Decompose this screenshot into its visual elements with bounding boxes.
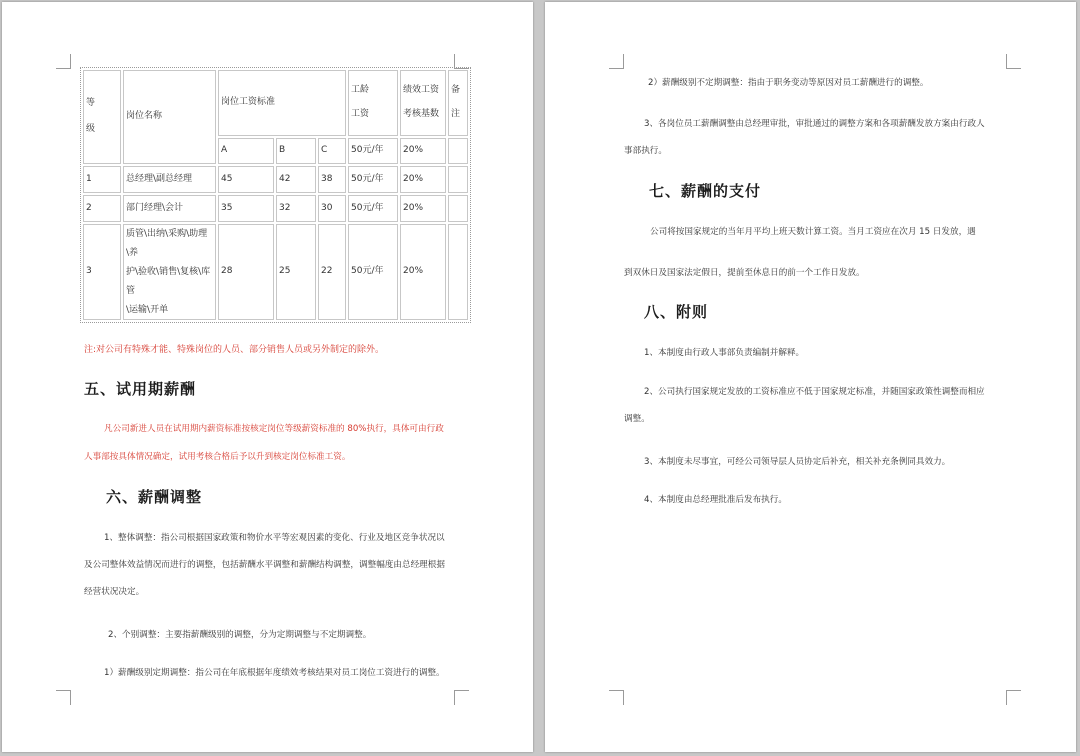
section6-p1-line3: 经营状况决定。 <box>84 587 145 597</box>
crop-mark-bottom-right <box>454 690 469 705</box>
header-standard: 岗位工资标准 <box>218 70 346 136</box>
header-remark-line2: 注 <box>451 109 461 119</box>
section7-line1: 公司将按国家规定的当年月平均上班天数计算工资。当月工资应在次月 15 日发放，遇 <box>650 227 976 237</box>
adjust2-para: 2）薪酬级别不定期调整：指由于职务变动等原因对员工薪酬进行的调整。 <box>648 78 929 88</box>
row3-c: 22 <box>318 224 346 320</box>
header-remark-empty <box>448 138 468 164</box>
document-page-left <box>2 2 533 752</box>
section6-p2: 2、个别调整：主要指薪酬级别的调整，分为定期调整与不定期调整。 <box>108 630 372 640</box>
crop-mark-bottom-right <box>1006 690 1021 705</box>
header-level-b: B <box>276 138 316 164</box>
row3-position <box>123 224 216 320</box>
header-performance <box>400 70 446 136</box>
row1-c: 38 <box>318 166 346 193</box>
row2-performance: 20% <box>400 195 446 222</box>
header-performance-rate: 20% <box>400 138 446 164</box>
row2-position: 部门经理\会计 <box>123 195 216 222</box>
row3-a: 28 <box>218 224 274 320</box>
table-header-row <box>83 70 468 136</box>
table-note: 注:对公司有特殊才能、特殊岗位的人员、部分销售人员或另外制定的除外。 <box>84 345 385 355</box>
header-grade-line2: 级 <box>86 124 96 134</box>
header-grade-line1: 等 <box>86 98 96 109</box>
table-row <box>83 195 468 222</box>
document-page-right <box>545 2 1076 752</box>
row3-position-line1: 质管\出纳\采购\助理\养 <box>126 229 208 258</box>
header-grade <box>83 70 121 164</box>
row1-b: 42 <box>276 166 316 193</box>
row2-remark <box>448 195 468 222</box>
header-remark <box>448 70 468 136</box>
section6-p1-line1: 1、整体调整：指公司根据国家政策和物价水平等宏观因素的变化、行业及地区竞争状况以 <box>104 533 445 543</box>
section7-title: 七、薪酬的支付 <box>649 182 762 200</box>
row1-position: 总经理\副总经理 <box>123 166 216 193</box>
row3-remark <box>448 224 468 320</box>
row1-seniority: 50元/年 <box>348 166 398 193</box>
row3-position-line3: \运输\开单 <box>126 304 169 315</box>
row3-b: 25 <box>276 224 316 320</box>
row2-c: 30 <box>318 195 346 222</box>
section5-line2: 人事部按具体情况确定，试用考核合格后予以升到核定岗位标准工资。 <box>84 452 351 462</box>
section6-p1-line2: 及公司整体效益情况而进行的调整，包括薪酬水平调整和薪酬结构调整，调整幅度由总经理根据 <box>84 560 445 570</box>
row1-a: 45 <box>218 166 274 193</box>
row1-performance: 20% <box>400 166 446 193</box>
adjust3-line1: 3、各岗位员工薪酬调整由总经理审批，审批通过的调整方案和各项薪酬发放方案由行政人 <box>644 119 985 129</box>
row2-a: 35 <box>218 195 274 222</box>
header-remark-line1: 备 <box>451 85 461 96</box>
row3-grade: 3 <box>83 224 121 320</box>
table-row <box>83 224 468 320</box>
row2-grade: 2 <box>83 195 121 222</box>
header-level-a: A <box>218 138 274 164</box>
salary-standard-table <box>80 67 471 323</box>
section6-p3: 1）薪酬级别定期调整：指公司在年底根据年度绩效考核结果对员工岗位工资进行的调整。 <box>104 668 445 678</box>
appendix-item4: 4、本制度由总经理批准后发布执行。 <box>644 495 787 505</box>
crop-mark-top-left <box>609 54 624 69</box>
appendix-item1: 1、本制度由行政人事部负责编制并解释。 <box>644 348 805 358</box>
appendix-item2-line2: 调整。 <box>624 414 650 424</box>
header-seniority-line2: 工资 <box>351 109 370 119</box>
row2-seniority: 50元/年 <box>348 195 398 222</box>
adjust3-line2: 事部执行。 <box>624 146 667 156</box>
row3-seniority: 50元/年 <box>348 224 398 320</box>
header-level-c: C <box>318 138 346 164</box>
row3-position-line2: 护\验收\销售\复核\库管 <box>126 266 211 296</box>
section7-line2: 到双休日及国家法定假日，提前至休息日的前一个工作日发放。 <box>624 268 865 278</box>
header-seniority-line1: 工龄 <box>351 85 370 96</box>
header-performance-line1: 绩效工资 <box>403 85 440 96</box>
crop-mark-bottom-left <box>609 690 624 705</box>
section5-line1: 凡公司新进人员在试用期内薪资标准按核定岗位等级薪资标准的 80%执行，具体可由行政 <box>104 424 444 434</box>
appendix-item3: 3、本制度未尽事宜，可经公司领导层人员协定后补充，相关补充条例同具效力。 <box>644 457 951 467</box>
row3-performance: 20% <box>400 224 446 320</box>
row1-grade: 1 <box>83 166 121 193</box>
appendix-item2-line1: 2、公司执行国家规定发放的工资标准应不低于国家规定标准，并随国家政策性调整而相应 <box>644 387 985 397</box>
header-performance-line2: 考核基数 <box>403 109 440 119</box>
section8-title: 八、附则 <box>644 303 709 321</box>
header-position: 岗位名称 <box>123 70 216 164</box>
row1-remark <box>448 166 468 193</box>
header-seniority-unit: 50元/年 <box>348 138 398 164</box>
section5-title: 五、试用期薪酬 <box>84 380 197 398</box>
table-row <box>83 166 468 193</box>
crop-mark-top-left <box>56 54 71 69</box>
crop-mark-bottom-left <box>56 690 71 705</box>
header-seniority <box>348 70 398 136</box>
section6-title: 六、薪酬调整 <box>106 488 203 506</box>
crop-mark-top-right <box>1006 54 1021 69</box>
row2-b: 32 <box>276 195 316 222</box>
